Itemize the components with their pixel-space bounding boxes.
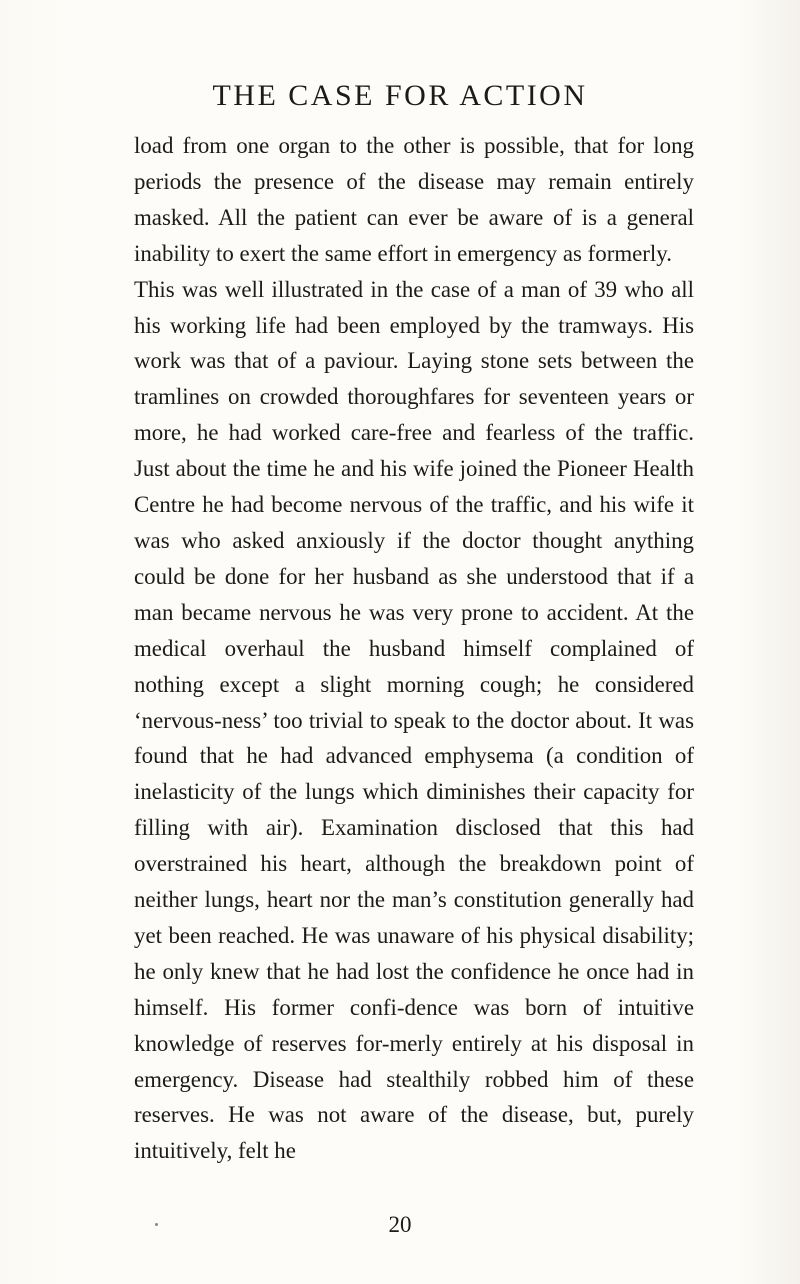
paragraph-case-study: This was well illustrated in the case of a man of 39 who all his working life had been employed by the tramways. His work was that of a paviour. Laying stone sets between the tramlines on crowded thoroughfares for seventeen years or more, he had worked care-free and fearless of the traffic. Just about the time he and his wife joined the Pioneer Health Centre he had become nervous of the traffic, and his wife it was who asked anxiously if the doctor thought anything could be done for her husband as she understood that if a man became nervous he was very prone to accident. At the medical overhaul the husband himself complained of nothing except a slight morning cough; he considered ‘nervous-ness’ too trivial to speak to the doctor about. It was found that he had advanced emphysema (a condition of inelasticity of the lungs which diminishes their capacity for filling with air). Examination disclosed that this had overstrained his heart, although the breakdown point of neither lungs, heart nor the man’s constitution generally had yet been reached. He was unaware of his physical disability; he only knew that he had lost the confidence he once had in himself. His former confi-dence was born of intuitive knowledge of reserves for-merly entirely at his disposal in emergency. Disease had stealthily robbed him of these reserves. He was not aware of the disease, but, purely intuitively, felt he: [134, 276, 694, 1164]
running-head: THE CASE FOR ACTION: [212, 79, 588, 112]
body-text: [134, 128, 694, 1169]
page-number: 20: [388, 1212, 412, 1237]
paragraph-continuation: load from one organ to the other is possible, that for long periods the presence of the disease may remain entirely masked. All the patient can ever be aware of is a general inability to exert the same effort in emergency as formerly.: [134, 133, 694, 266]
